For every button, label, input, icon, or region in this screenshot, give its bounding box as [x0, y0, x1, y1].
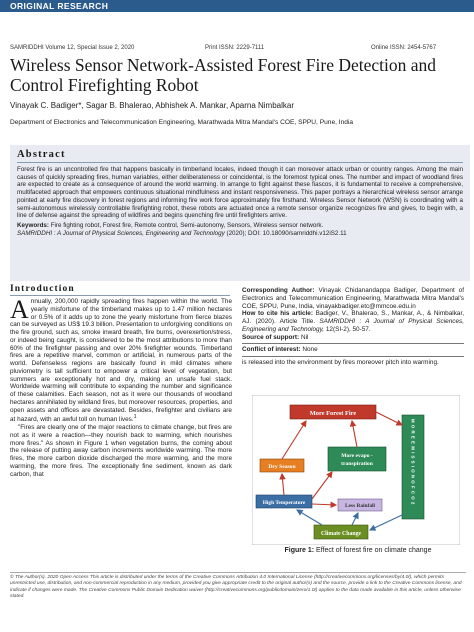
intro-column [10, 295, 232, 478]
node-more-co2-emission [402, 415, 424, 519]
intro-paragraph-2: "Fires are clearly one of the major reactions to climate change, but fires are not as it were a reaction—they nourish back to warming, which nourishes more fires." As shown in Figure 1 when vegetation burns, the coming about the release of putting away carbon increments worldwide warming. The more fires, the more carbon dioxide discharged the more warming, and the more warming, the more fires. The exceptionally fine sediment, known as dark carbon, that [10, 424, 232, 478]
conflict-of-interest: Conflict of interest: None [242, 346, 318, 354]
node-less-rainfall [338, 499, 382, 511]
citation-doi: (2020); DOI: 10.18090/samriddhi.v12iS2.11 [226, 229, 347, 237]
figure-diagram [252, 395, 460, 545]
figure-caption [258, 547, 458, 554]
label-more-evapo-1: More evapo - [341, 453, 373, 459]
label-high-temperature: High Temperature [262, 500, 306, 506]
intro-paragraph-1: Annually, 200,000 rapidly spreading fires happen within the world. The yearly misfortune of the timberland makes up to 1.47 million hectares or 0.5% of it adds up to zone the yearly misfortune from fierce blazes can be surveyed as US$ 19.3 billion. Presentation to unforgiving conditions on the fire ground, such as, smoke inward breath, fire burns, overexertion/stress, or indeed being caught, is considered to be the most attributions to more than 60% of the firefighter passing and over 20% firefighter wounds. Timberland fires are a repetitive marvel, common or artificial, in numerous parts of the world. Defenseless regions are basically found in mild climates where pluviometry is tall sufficient to empower a critical level of vegetation, but summers are exceptionally hot and dry, making an unsafe fuel stack. Worldwide warming will contribute to expanding the number and significance of these calamities. Each season, not as it were our thousands of woodland hectares annihilated by wildland fires, but moreover resources, properties, and open assets and offices are devastated. Besides, firefighter and civilians are at hazard, with an awful toll on human lives.$^1$ [10, 295, 232, 424]
corresponding-author: Corresponding Author: Vinayak Chidanandappa Badiger, Department of Electronics and Telecommunication Engineering, Marathwada Mitra Mandal's COE, SPPU, Pune, India, vinayakbadiger.etc@mmcoe.edu.in [242, 287, 464, 310]
abstract-text: Forest fire is an uncontrolled fire that happens basically in timberland locales, indeed though it can moreover attack urban or country ranges. Among the main causes of quickly spreading fires, human variables, either deliberateness or coincidental, is the foremost typical ones. The number and impact of woodland fires are expected to create as a consequence of around the world warming. In arrange to fight against these fiascos, it is fundamental to receive a comprehensive, multifaceted approach that empowers continuous situational mindfulness and instant responsiveness. This paper portrays a hierarchical wireless sensor arrange pointed at early fire discovery in forest regions and informing fire work force approximately fire firsthand. Wireless Sensor Network (WSN) is coordinating with a semi-autonomous wirelessly controllable firefighting robot, these robots are actuated once a remote sensor organize recognizes fire and gives, to begin with, a line of defense against the spreading of wildfires and begins quenching fire until firefighters arrive. [17, 166, 463, 220]
label-more-evapo-2: transpiration [341, 461, 373, 467]
affiliation: Department of Electronics and Telecommunication Engineering, Marathwada Mitra Mandal's COE, SPPU, Pune, India [10, 119, 354, 126]
figure-caption-label: Figure 1: [284, 547, 315, 554]
source-of-support: Source of support: Nil [242, 333, 309, 341]
how-to-cite: How to cite his article: Badiger, V., Bhalerao, S., Mankar, A., & Nimbalkar, AJ. (2020). Article Title. SAMRIDDHI : A Journal of Physical Sciences, Engineering and Technology, 12(SI-2), 50-57. [242, 310, 465, 333]
citation-journal: SAMRIDDHI : A Journal of Physical Sciences, Engineering and Technology [17, 229, 225, 237]
node-dry-season [260, 459, 304, 472]
print-issn: Print ISSN: 2229-7111 [205, 45, 265, 51]
node-more-evapotranspiration [328, 447, 386, 471]
author-list: Vinayak C. Badiger*, Sagar B. Bhalerao, Abhishek A. Mankar, Aparna Nimbalkar [10, 101, 295, 110]
journal-meta: SAMRIDDHI Volume 12, Special Issue 2, 2020 [10, 45, 135, 51]
divider [242, 356, 464, 357]
node-climate-change [314, 525, 368, 539]
right-continuation: is released into the environment by fires moreover pitch into warming. [242, 359, 439, 366]
label-more-co2: M O R E E M I S S I O N O F C O 2 [410, 419, 416, 505]
label-climate-change: Climate Change [320, 531, 362, 537]
node-more-forest-fire [290, 405, 376, 419]
online-issn: Online ISSN: 2454-5767 [371, 45, 437, 51]
drop-cap: A [10, 295, 29, 324]
license-footnote: © The Author(s). 2020 Open Access This article is distributed under the terms of the Creative Commons Attribution 4.0 International License (http://creativecommons.org/licenses/by/4.0/), which permits unrestricted use, distribution, and non-commercial reproduction in any medium, provided you give appropriate credit to the original author(s) and the source, provide a link to the Creative Commons license, and indicate if changes were made. The Creative Commons Public Domain Dedication waiver (http://creativecommons.org/publicdomain/zero/1.0/) applies to the data made available in this article, unless otherwise stated. [10, 572, 466, 600]
keywords-label: Keywords: [17, 221, 49, 229]
figure-caption-text: Effect of forest fire on climate change [316, 547, 432, 554]
keywords-text: Fire fighting robot, Forest fire, Remote control, Semi-autonomy, Sensors, Wireless sensor network. [50, 221, 324, 229]
abstract-citation [17, 230, 463, 238]
node-high-temperature [256, 495, 312, 508]
section-band-label: ORIGINAL RESEARCH [10, 1, 109, 11]
label-more-forest-fire: More Forest Fire [309, 410, 357, 417]
abstract-heading: Abstract [17, 149, 463, 163]
right-column [242, 287, 464, 367]
label-less-rainfall: Less Rainfall [344, 503, 376, 509]
abstract-box [10, 145, 470, 281]
intro-heading: Introduction [10, 284, 230, 296]
label-dry-season: Dry Season [268, 464, 296, 470]
keywords [17, 222, 463, 230]
paper-title: Wireless Sensor Network-Assisted Forest Fire Detection and Control Firefighting Robot [10, 55, 437, 95]
section-band [0, 0, 474, 12]
ref-marker: 1 [133, 414, 137, 421]
divider [242, 343, 464, 344]
